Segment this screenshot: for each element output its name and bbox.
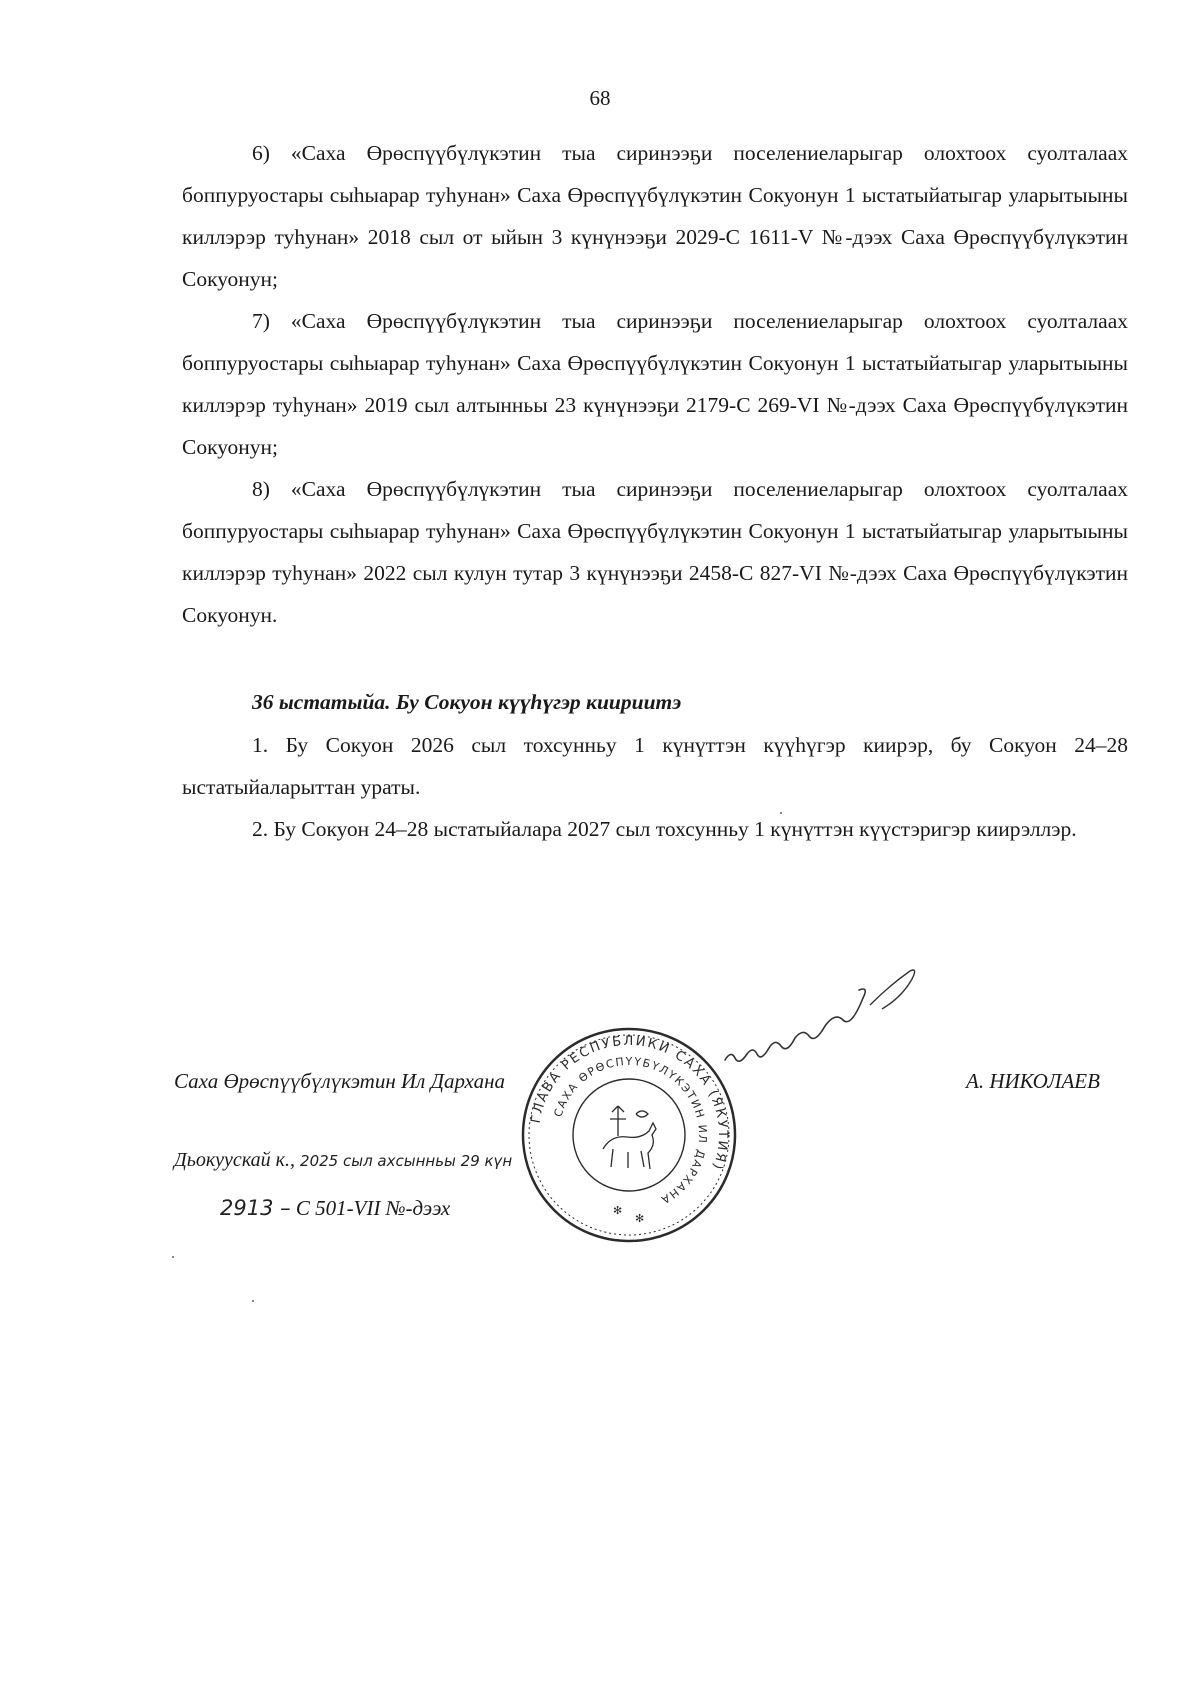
seal-star-icon: ✻ [613, 1205, 623, 1217]
signer-name: А. НИКОЛАЕВ [966, 1069, 1100, 1093]
seal-star-icon: ✻ [635, 1213, 645, 1225]
law-number-suffix: С 501-VII №-дээх [295, 1196, 451, 1220]
handwritten-date: 2025 сыл ахсынньы 29 күн [300, 1152, 513, 1170]
official-seal-icon [518, 1024, 740, 1246]
page-number: 68 [589, 86, 611, 110]
law-number [220, 1196, 450, 1221]
handwritten-number: 2913 – [220, 1196, 291, 1220]
seal-inner-text: ГЛАВА РЕСПУБЛИКИ САХА (ЯКУТИЯ) [528, 1033, 731, 1173]
scan-speck [252, 1300, 254, 1302]
place-prefix: Дьокуускай к., [174, 1149, 296, 1171]
article-title: 36 ыстатыйа. Бу Сокуон күүһүгэр киириитэ [252, 690, 682, 714]
article-paragraph-2: 2. Бу Сокуон 24–28 ыстатыйалара 2027 сыл тохсунньу 1 күнүттэн күүстэригэр киирэллэр. [252, 817, 1077, 841]
place-date [174, 1149, 512, 1172]
list-item: 7) «Саха Өрөспүүбүлүкэтин тыа сиринээҕи поселениеларыгар олохтоох суолталаах боппуруостары сыһыарар туһунан» Саха Өрөспүүбүлүкэтин Сокуонун 1 ыстатыйатыгар уларытыыны киллэрэр туһунан» 2019 сыл алтынньы 23 күнүнээҕи 2179-С 269-VI №-дээх Саха Өрөспүүбүлүкэтин Сокуонун; [182, 309, 1128, 459]
scan-speck [172, 1256, 174, 1258]
signature-icon [720, 965, 950, 1075]
list-item: 6) «Саха Өрөспүүбүлүкэтин тыа сиринээҕи поселениеларыгар олохтоох суолталаах боппуруостары сыһыарар туһунан» Саха Өрөспүүбүлүкэтин Сокуонун 1 ыстатыйатыгар уларытыыны киллэрэр туһунан» 2018 сыл от ыйын 3 күнүнээҕи 2029-С 1611-V №-дээх Саха Өрөспүүбүлүкэтин Сокуонун; [182, 141, 1128, 291]
scan-speck [780, 812, 782, 814]
seal-outer-text: САХА ӨРӨСПҮҮБҮЛҮКЭТИН ИЛ ДАРХАНА [551, 1054, 710, 1207]
signer-title: Саха Өрөспүүбүлүкэтин Ил Дархана [174, 1069, 505, 1093]
list-item: 8) «Саха Өрөспүүбүлүкэтин тыа сиринээҕи поселениеларыгар олохтоох суолталаах боппуруостары сыһыарар туһунан» Саха Өрөспүүбүлүкэтин Сокуонун 1 ыстатыйатыгар уларытыыны киллэрэр туһунан» 2022 сыл кулун тутар 3 күнүнээҕи 2458-С 827-VI №-дээх Саха Өрөспүүбүлүкэтин Сокуонун. [182, 477, 1128, 627]
amended-laws-list [182, 132, 1128, 636]
article-paragraph-1: 1. Бу Сокуон 2026 сыл тохсунньу 1 күнүттэн күүһүгэр киирэр, бу Сокуон 24–28 ыстатыйаларыттан ураты. [182, 733, 1128, 799]
